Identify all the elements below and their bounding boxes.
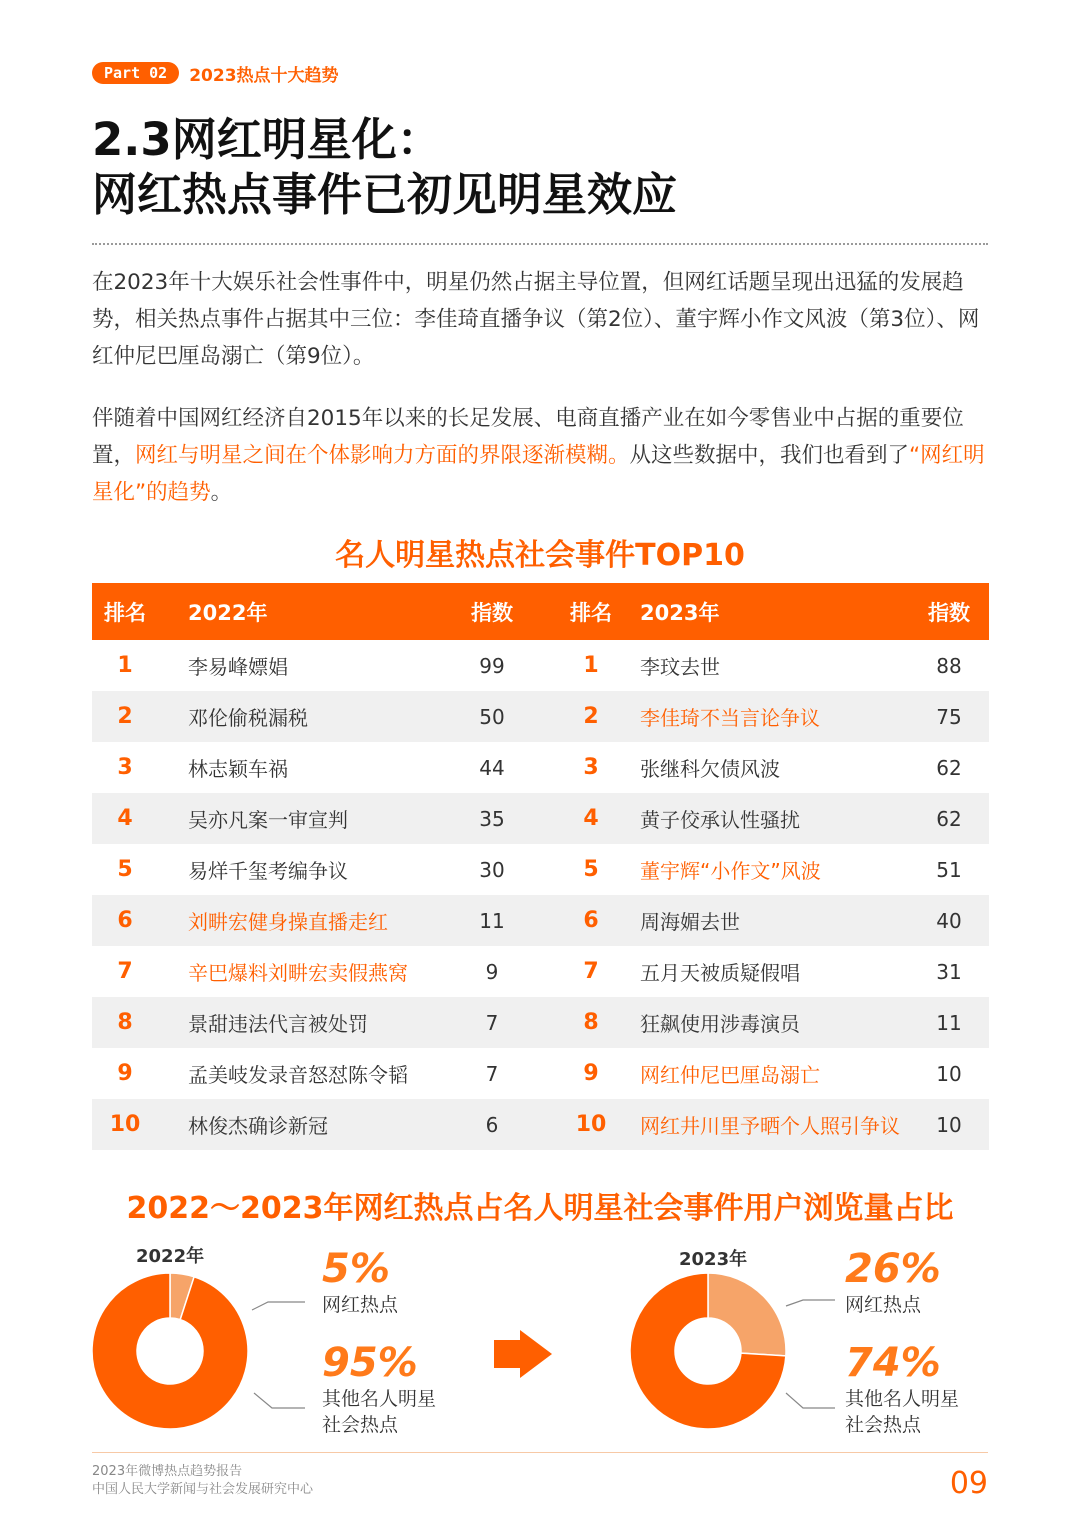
rank-2022: 1 — [117, 653, 133, 678]
paragraph-2-highlight-1: 网红与明星之间在个体影响力方面的界限逐渐模糊。 — [135, 443, 630, 468]
event-2023: 董宇辉“小作文”风波 — [640, 859, 821, 883]
index-2023: 62 — [936, 755, 962, 780]
rank-2022: 4 — [117, 806, 133, 831]
event-2023: 网红仲尼巴厘岛溺亡 — [640, 1063, 820, 1087]
index-2022: 99 — [479, 653, 505, 678]
event-2023: 李玟去世 — [640, 655, 720, 679]
rank-2022: 6 — [117, 908, 133, 933]
header-rank-2022: 排名 — [104, 600, 146, 625]
part-tag: Part 02 — [92, 62, 179, 84]
index-2023: 62 — [936, 806, 962, 831]
pie-2023-label-large-2: 社会热点 — [845, 1414, 922, 1436]
pie-2023-label-large — [845, 1386, 959, 1438]
footer-divider — [92, 1452, 988, 1453]
leader-2023-small — [786, 1300, 835, 1306]
pie-2022-label-small: 网红热点 — [322, 1294, 399, 1316]
index-2022: 9 — [485, 959, 499, 984]
header-year-2022: 2022年 — [188, 600, 268, 625]
rank-2023: 8 — [583, 1010, 599, 1035]
index-2023: 10 — [936, 1112, 962, 1137]
rank-2022: 2 — [117, 704, 133, 729]
event-2023: 张继科欠债风波 — [640, 757, 780, 781]
event-2023: 网红井川里予晒个人照引争议 — [640, 1114, 900, 1138]
paragraph-1: 在2023年十大娱乐社会性事件中，明星仍然占据主导位置，但网红话题呈现出迅猛的发展趋势，相关热点事件占据其中三位：李佳琦直播争议（第2位）、董宇辉小作文风波（第3位）、网红仲尼巴厘岛溺亡（第9位）。 — [92, 270, 980, 369]
rank-2023: 4 — [583, 806, 599, 831]
pie-2023-label-large-1: 其他名人明星 — [845, 1388, 960, 1410]
leader-2023-large — [786, 1393, 835, 1408]
pie-2022-pct-small: 5% — [322, 1246, 390, 1292]
title-line-1: 2.3网红明星化： — [92, 113, 442, 166]
rank-2023: 2 — [583, 704, 599, 729]
header-index-2023: 指数 — [928, 600, 970, 625]
paragraph-2-highlight-2: “网红明星化”的趋势 — [92, 443, 985, 505]
header-rank-2023: 排名 — [570, 600, 612, 625]
rank-2023: 7 — [583, 959, 599, 984]
rank-2022: 9 — [117, 1061, 133, 1086]
pie-2022-label-large — [322, 1386, 436, 1438]
event-2022: 景甜违法代言被处罚 — [188, 1012, 368, 1036]
footer-line-2: 中国人民大学新闻与社会发展研究中心 — [92, 1482, 314, 1497]
part-title: 2023热点十大趋势 — [189, 65, 339, 86]
index-2022: 7 — [485, 1061, 499, 1086]
pie-2022-label-large-1: 其他名人明星 — [322, 1388, 437, 1410]
pie-2022-label-large-2: 社会热点 — [322, 1414, 399, 1436]
rank-2023: 5 — [583, 857, 599, 882]
footer-source — [92, 1463, 313, 1499]
pie-2023 — [630, 1273, 786, 1429]
pie-2023-pct-small: 26% — [845, 1246, 941, 1292]
rank-2022: 8 — [117, 1010, 133, 1035]
pie-2023-pct-large: 74% — [845, 1340, 941, 1386]
event-2022: 邓伦偷税漏税 — [188, 706, 308, 730]
rank-2023: 3 — [583, 755, 599, 780]
event-2022: 林志颖车祸 — [188, 757, 288, 781]
rank-2023: 6 — [583, 908, 599, 933]
rank-2022: 7 — [117, 959, 133, 984]
paragraph-2-middle: 从这些数据中，我们也看到了 — [629, 443, 910, 468]
pie-2022-pct-large: 95% — [322, 1340, 418, 1386]
leader-2022-large — [254, 1393, 305, 1408]
event-2022: 孟美岐发录音怒怼陈令韬 — [188, 1063, 408, 1087]
rank-2022: 10 — [109, 1112, 141, 1137]
index-2023: 40 — [936, 908, 962, 933]
rank-2023: 9 — [583, 1061, 599, 1086]
pie-2023-year: 2023年 — [679, 1249, 748, 1270]
rank-2022: 5 — [117, 857, 133, 882]
index-2022: 50 — [479, 704, 505, 729]
arrow-icon — [494, 1330, 552, 1378]
title-line-2: 网红热点事件已初见明星效应 — [92, 168, 678, 221]
pie-2022-year: 2022年 — [136, 1246, 205, 1267]
page-number: 09 — [949, 1466, 988, 1501]
pie-0-slice-1 — [92, 1273, 248, 1429]
index-2023: 10 — [936, 1061, 962, 1086]
footer-line-1: 2023年微博热点趋势报告 — [92, 1464, 243, 1479]
header-index-2022: 指数 — [471, 600, 513, 625]
index-2023: 51 — [936, 857, 962, 882]
index-2022: 7 — [485, 1010, 499, 1035]
index-2022: 30 — [479, 857, 505, 882]
share-title: 2022～2023年网红热点占名人明星社会事件用户浏览量占比 — [126, 1191, 954, 1226]
index-2022: 11 — [479, 908, 505, 933]
event-2022: 林俊杰确诊新冠 — [188, 1114, 328, 1138]
index-2023: 75 — [936, 704, 962, 729]
table-title: 名人明星热点社会事件TOP10 — [335, 538, 745, 573]
pie-1-slice-0 — [708, 1273, 786, 1356]
index-2022: 6 — [485, 1112, 499, 1137]
index-2022: 35 — [479, 806, 505, 831]
event-2023: 五月天被质疑假唱 — [640, 961, 800, 985]
index-2023: 11 — [936, 1010, 962, 1035]
event-2022: 李易峰嫖娼 — [188, 655, 288, 679]
leader-2022-small — [252, 1302, 305, 1310]
event-2022: 吴亦凡案一审宣判 — [188, 808, 348, 832]
index-2022: 44 — [479, 755, 505, 780]
pie-2023-label-small: 网红热点 — [845, 1294, 922, 1316]
index-2023: 31 — [936, 959, 962, 984]
event-2022: 刘畊宏健身操直播走红 — [188, 910, 388, 934]
rank-2023: 1 — [583, 653, 599, 678]
rank-2022: 3 — [117, 755, 133, 780]
event-2023: 狂飙使用涉毒演员 — [640, 1012, 800, 1036]
header-year-2023: 2023年 — [640, 600, 720, 625]
rank-2023: 10 — [575, 1112, 607, 1137]
pie-2022 — [92, 1273, 248, 1429]
paragraph-2-before: 伴随着中国网红经济自2015年以来的长足发展、电商直播产业在如今零售业中占据的重要位置， — [92, 406, 964, 468]
paragraph-2-after: 。 — [210, 480, 233, 505]
event-2023: 周海媚去世 — [640, 910, 740, 934]
event-2023: 黄子佼承认性骚扰 — [640, 808, 800, 832]
index-2023: 88 — [936, 653, 962, 678]
event-2023: 李佳琦不当言论争议 — [640, 706, 820, 730]
event-2022: 辛巴爆料刘畊宏卖假燕窝 — [188, 961, 408, 985]
event-2022: 易烊千玺考编争议 — [188, 859, 348, 883]
